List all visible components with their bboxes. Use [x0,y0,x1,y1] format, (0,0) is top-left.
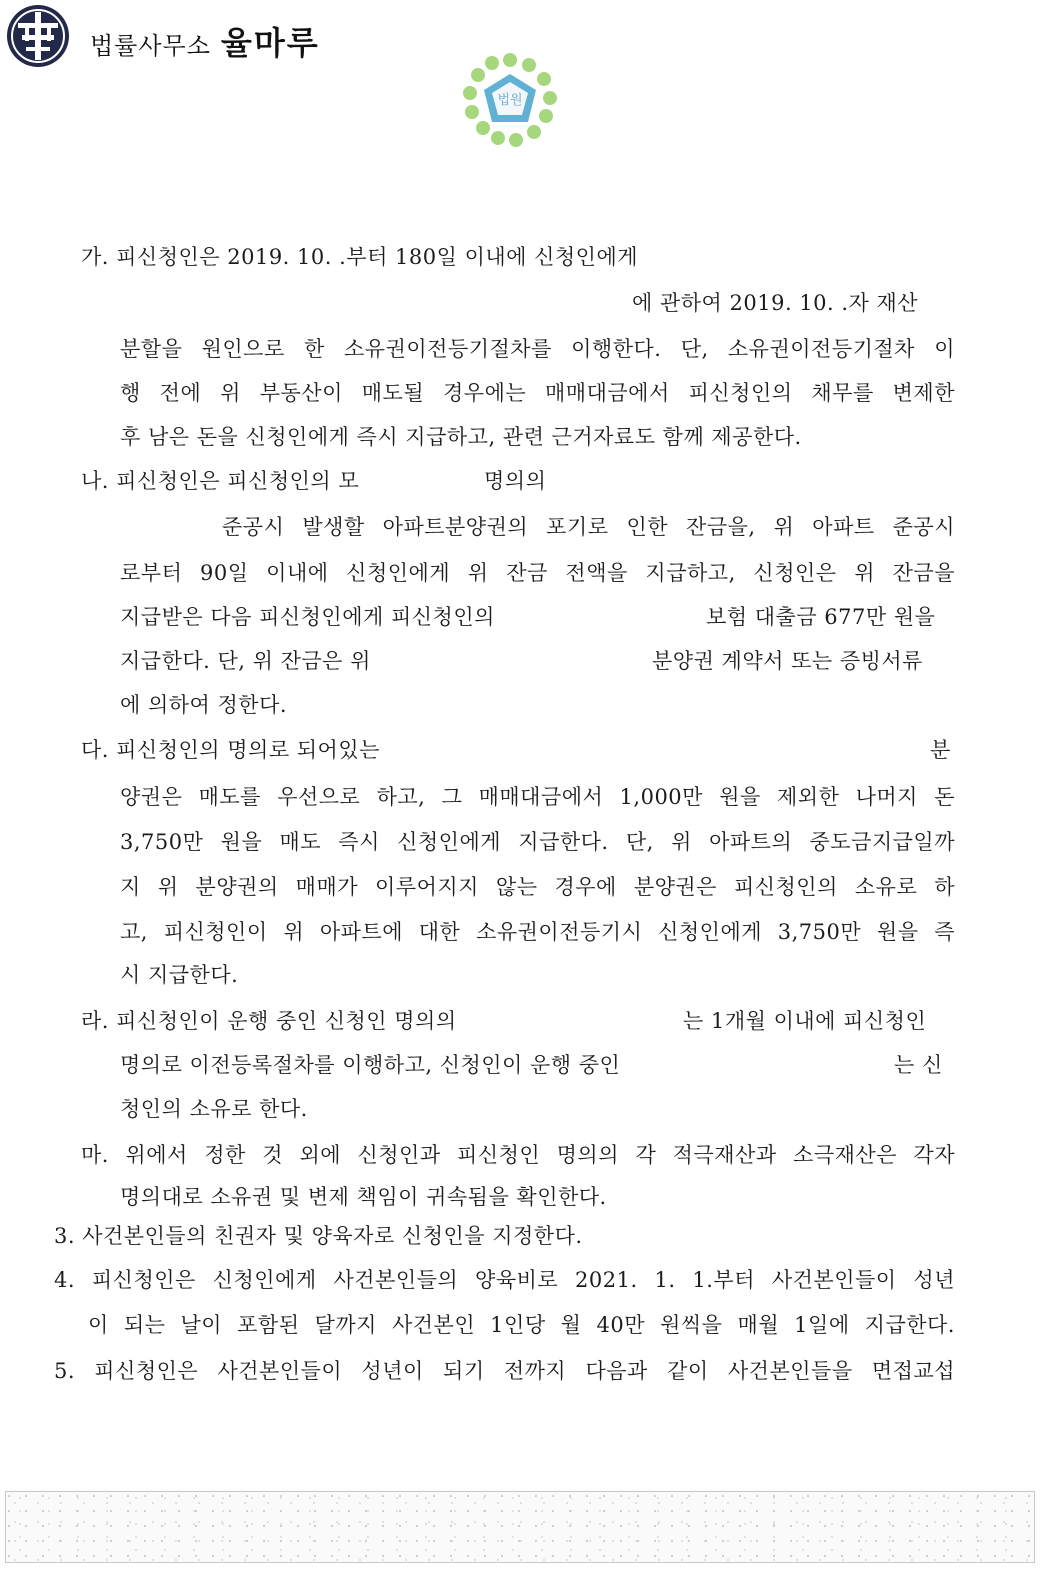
line-ga-2: 에 관하여 2019. 10. .자 재산 [632,291,919,315]
line-item-5: 5. 피신청인은 사건본인들이 성년이 되기 전까지 다음과 같이 사건본인들을 면접교섭 [54,1359,955,1383]
line-na-4a: 지급받은 다음 피신청인에게 피신청인의 [120,605,495,629]
footer-pattern-band [5,1491,1035,1563]
court-emblem [456,52,564,148]
line-da-3: 3,750만 원을 매도 즉시 신청인에게 지급한다. 단, 위 아파트의 중도금지급일까 [120,830,955,854]
law-firm-logo [5,3,71,69]
line-ga-1: 가. 피신청인은 2019. 10. .부터 180일 이내에 신청인에게 [81,245,639,269]
line-ma-2: 명의대로 소유권 및 변제 책임이 귀속됨을 확인한다. [120,1185,607,1209]
line-na-2: 준공시 발생할 아파트분양권의 포기로 인한 잔금을, 위 아파트 준공시 [222,515,955,539]
line-ra-2b: 는 신 [894,1053,943,1077]
line-na-1a: 나. 피신청인은 피신청인의 모 [81,469,360,493]
line-ga-4: 행 전에 위 부동산이 매도될 경우에는 매매대금에서 피신청인의 채무를 변제한 [120,381,955,405]
line-na-1b: 명의의 [484,469,547,493]
line-item-3: 3. 사건본인들의 친권자 및 양육자로 신청인을 지정한다. [54,1224,583,1248]
line-da-6: 시 지급한다. [120,963,239,987]
line-na-4b: 보험 대출금 677만 원을 [706,605,936,629]
line-da-1a: 다. 피신청인의 명의로 되어있는 [81,738,380,762]
line-item-4a: 4. 피신청인은 신청인에게 사건본인들의 양육비로 2021. 1. 1.부터 사건본인들이 성년 [54,1268,955,1292]
letterhead [0,0,1045,160]
line-ga-3: 분할을 원인으로 한 소유권이전등기절차를 이행한다. 단, 소유권이전등기절차 이 [120,337,955,361]
line-na-5b: 분양권 계약서 또는 증빙서류 [652,649,923,673]
line-da-2: 양권은 매도를 우선으로 하고, 그 매매대금에서 1,000만 원을 제외한 나머지 돈 [120,785,955,809]
line-da-1b: 분 [930,738,951,762]
firm-name-text: 법률사무소 [90,32,211,60]
line-na-6: 에 의하여 정한다. [120,693,288,717]
line-item-4b: 이 되는 날이 포함된 달까지 사건본인 1인당 월 40만 원씩을 매월 1일에 지급한다. [88,1313,955,1337]
line-ga-5: 후 남은 돈을 신청인에게 즉시 지급하고, 관련 근거자료도 함께 제공한다. [120,425,802,449]
court-emblem-text: 법원 [497,93,523,108]
line-da-5: 고, 피신청인이 위 아파트에 대한 소유권이전등기시 신청인에게 3,750만 원을 즉 [120,920,955,944]
law-firm-name [90,18,320,64]
line-ra-3: 청인의 소유로 한다. [120,1097,308,1121]
line-ma-1: 마. 위에서 정한 것 외에 신청인과 피신청인 명의의 각 적극재산과 소극재산은 각자 [81,1143,955,1167]
line-da-4: 지 위 분양권의 매매가 이루어지지 않는 경우에 분양권은 피신청인의 소유로 하 [120,875,955,899]
line-na-5a: 지급한다. 단, 위 잔금은 위 [120,649,371,673]
line-ra-1b: 는 1개월 이내에 피신청인 [683,1009,927,1033]
line-ra-2a: 명의로 이전등록절차를 이행하고, 신청인이 운행 중인 [120,1053,621,1077]
firm-brand-name: 율마루 [220,24,320,62]
line-na-3: 로부터 90일 이내에 신청인에게 위 잔금 전액을 지급하고, 신청인은 위 잔금을 [120,561,955,585]
line-ra-1a: 라. 피신청인이 운행 중인 신청인 명의의 [81,1009,457,1033]
